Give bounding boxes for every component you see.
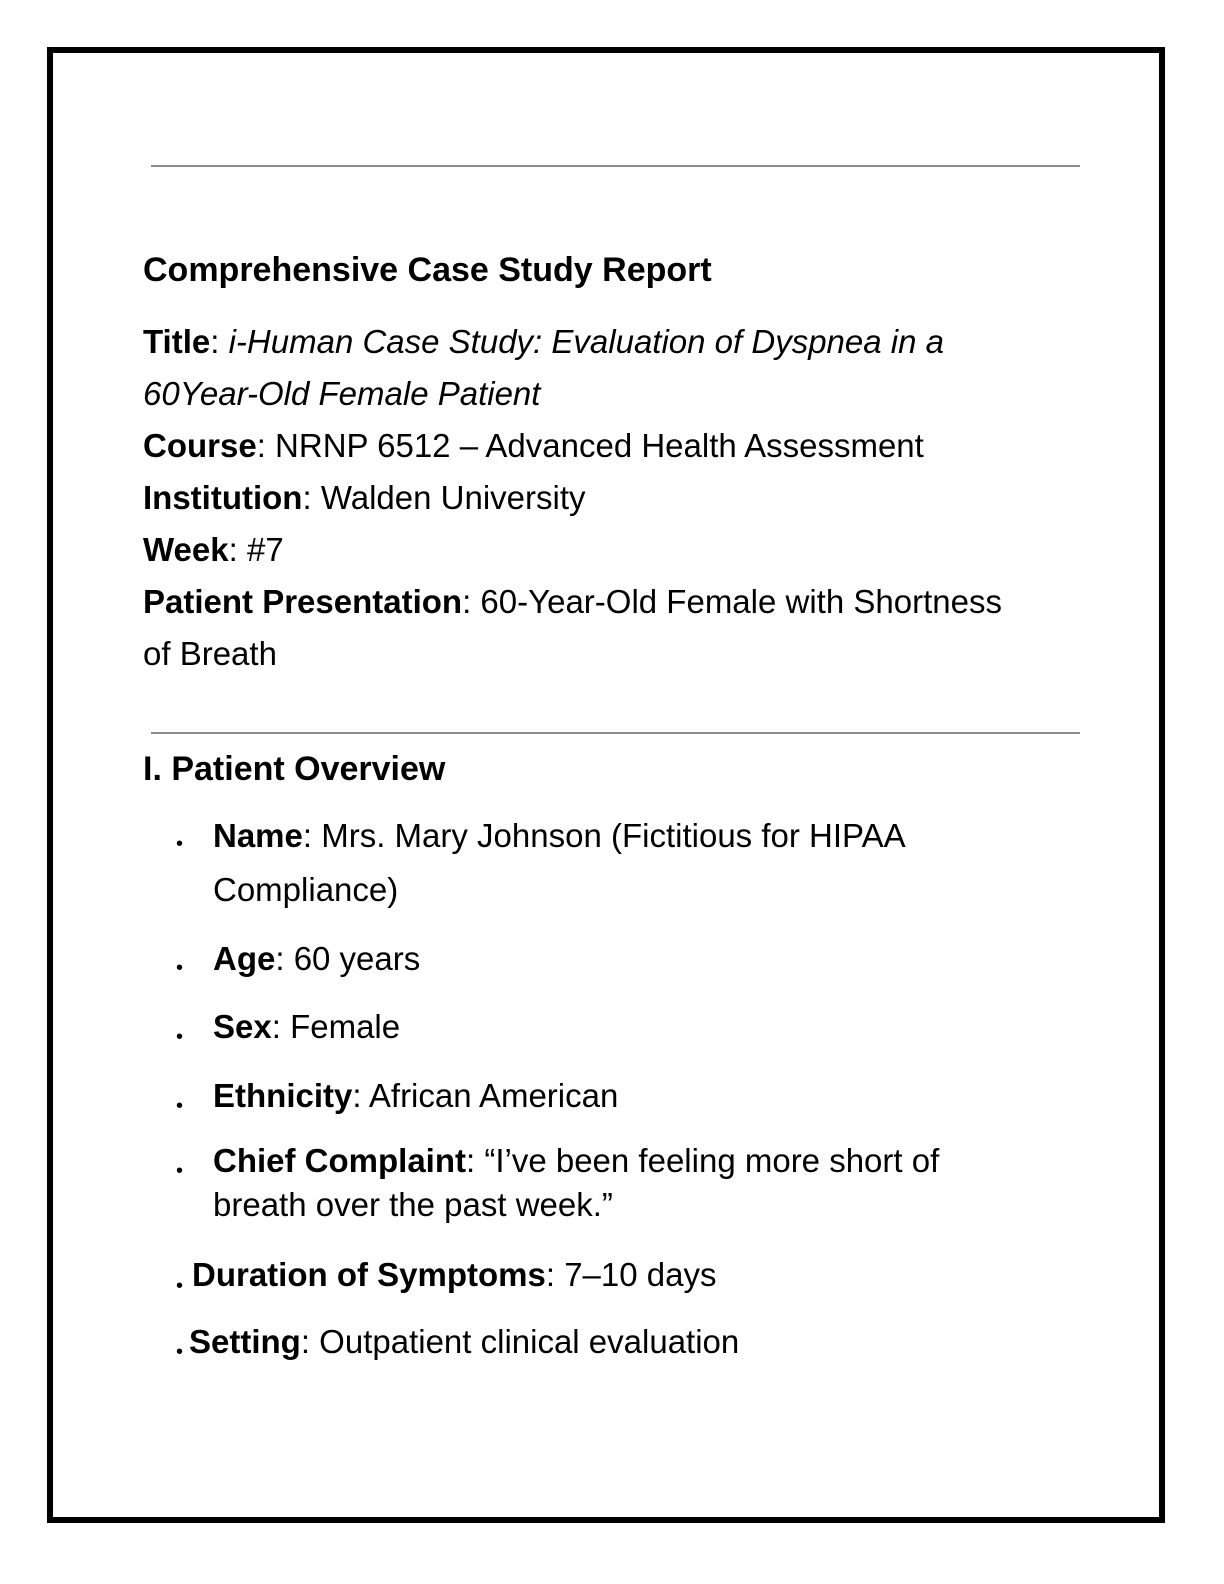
report-heading: Comprehensive Case Study Report	[143, 251, 712, 289]
item-value: 7–10 days	[564, 1256, 717, 1293]
item-label: Age	[213, 940, 276, 977]
list-item-line: Name: Mrs. Mary Johnson (Fictitious for HIPAA	[213, 817, 906, 854]
week-value: #7	[246, 531, 284, 568]
item-label: Setting	[189, 1323, 301, 1360]
list-item-line: Chief Complaint: “I’ve been feeling more short of	[213, 1142, 940, 1179]
institution-value: Walden University	[320, 479, 586, 516]
presentation-line: Patient Presentation: 60-Year-Old Female with Shortness	[143, 583, 1002, 620]
item-label: Name	[213, 817, 303, 854]
item-value: Outpatient clinical evaluation	[319, 1323, 740, 1360]
list-item-age: Age: 60 years	[213, 940, 421, 977]
section-divider	[151, 732, 1080, 734]
course-value: NRNP 6512 – Advanced Health Assessment	[275, 427, 924, 464]
title-line-continued	[143, 368, 1083, 420]
item-value: “I’ve been feeling more short of	[484, 1142, 940, 1179]
list-item-name	[213, 814, 1073, 912]
presentation-value: 60-Year-Old Female with Shortness	[480, 583, 1002, 620]
bullet-icon: •	[176, 1026, 184, 1048]
week-line: Week: #7	[143, 531, 284, 568]
item-value: 60 years	[293, 940, 421, 977]
title-value-continued: 60Year-Old Female Patient	[143, 375, 541, 412]
bullet-icon: •	[176, 1275, 184, 1297]
item-label: Duration of Symptoms	[192, 1256, 546, 1293]
list-item-line-continued	[213, 868, 1073, 912]
list-item-sex: Sex: Female	[213, 1008, 401, 1045]
item-value-continued: breath over the past week.”	[213, 1186, 613, 1223]
bullet-icon: •	[176, 1341, 184, 1363]
title-line: Title: i-Human Case Study: Evaluation of Dyspnea in a	[143, 323, 944, 360]
list-item-line-continued	[213, 1183, 1073, 1227]
top-divider	[151, 165, 1080, 167]
list-item-chief-complaint	[213, 1139, 1073, 1227]
presentation-value-continued: of Breath	[143, 635, 277, 672]
item-label: Sex	[213, 1008, 272, 1045]
section-heading: I. Patient Overview	[143, 750, 446, 788]
bullet-icon: •	[176, 957, 184, 979]
week-label: Week	[143, 531, 229, 568]
item-value-continued: Compliance)	[213, 871, 399, 908]
institution-line: Institution: Walden University	[143, 479, 586, 516]
item-label: Ethnicity	[213, 1077, 353, 1114]
bullet-icon: •	[176, 1160, 184, 1182]
list-item-setting: Setting: Outpatient clinical evaluation	[189, 1323, 740, 1360]
title-value: i-Human Case Study: Evaluation of Dyspnea in a	[228, 323, 944, 360]
item-value: African American	[368, 1077, 619, 1114]
presentation-line-continued	[143, 628, 1083, 680]
item-label: Chief Complaint	[213, 1142, 466, 1179]
title-label: Title	[143, 323, 211, 360]
institution-label: Institution	[143, 479, 303, 516]
item-value: Female	[290, 1008, 401, 1045]
bullet-icon: •	[176, 833, 184, 855]
course-line: Course: NRNP 6512 – Advanced Health Assessment	[143, 427, 924, 464]
report-metadata	[143, 316, 1083, 680]
presentation-label: Patient Presentation	[143, 583, 463, 620]
list-item-duration: Duration of Symptoms: 7–10 days	[192, 1256, 717, 1293]
course-label: Course	[143, 427, 257, 464]
bullet-icon: •	[176, 1095, 184, 1117]
item-value: Mrs. Mary Johnson (Fictitious for HIPAA	[321, 817, 906, 854]
list-item-ethnicity: Ethnicity: African American	[213, 1077, 619, 1114]
